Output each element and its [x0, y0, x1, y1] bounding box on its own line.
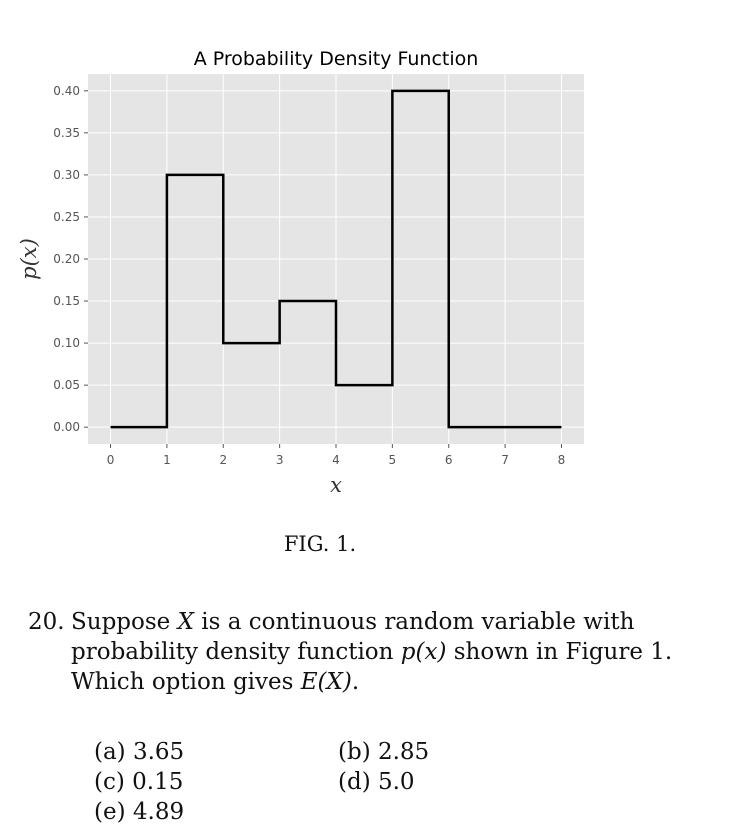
- option-label: (c): [94, 769, 125, 795]
- option-label: (d): [338, 769, 371, 795]
- x-tick-label: 1: [163, 453, 171, 467]
- y-tick-label: 0.15: [53, 294, 80, 309]
- y-axis-ticks: [53, 84, 88, 434]
- y-tick-label: 0.30: [53, 167, 80, 182]
- x-tick-label: 0: [106, 453, 115, 467]
- option-label: (e): [94, 799, 126, 825]
- question-block: [28, 607, 678, 697]
- option-value: 0.15: [132, 769, 184, 795]
- x-tick-label: 5: [388, 453, 397, 467]
- option-e[interactable]: [94, 799, 184, 825]
- question-line-1: [71, 607, 678, 637]
- option-label: (b): [338, 739, 371, 765]
- x-tick-label: 6: [444, 453, 453, 467]
- option-label: (a): [94, 739, 126, 765]
- y-tick-label: 0.10: [53, 336, 80, 351]
- question-text-part: Which option gives: [71, 669, 301, 695]
- question-text-part: is a continuous random variable with: [193, 609, 635, 635]
- question-text-part: shown in Figure 1.: [446, 639, 673, 665]
- y-tick-label: 0.25: [53, 209, 80, 224]
- option-value: 2.85: [377, 739, 430, 765]
- option-c[interactable]: [94, 769, 183, 795]
- x-tick-label: 4: [332, 453, 340, 467]
- question-text-part: probability density function: [71, 639, 401, 665]
- chart-title: A Probability Density Function: [193, 48, 479, 70]
- option-value: 4.89: [132, 799, 185, 825]
- x-axis-label: x: [330, 473, 342, 497]
- y-axis-label: p(x): [17, 238, 41, 280]
- question-number: 20.: [28, 609, 65, 635]
- y-tick-label: 0.20: [53, 252, 80, 266]
- y-tick-label: 0.00: [53, 420, 80, 435]
- option-a[interactable]: [94, 739, 184, 765]
- x-tick-label: 7: [501, 453, 509, 467]
- x-tick-label: 3: [275, 453, 284, 467]
- option-value: 5.0: [377, 769, 415, 795]
- question-line-3: [71, 667, 678, 697]
- question-math: E(X): [300, 669, 352, 695]
- option-value: 3.65: [132, 739, 185, 765]
- y-tick-label: 0.35: [53, 125, 80, 140]
- x-tick-label: 8: [557, 453, 566, 467]
- question-math: p(x): [400, 639, 447, 665]
- option-b[interactable]: [338, 739, 429, 765]
- figure-caption: FIG. 1.: [283, 532, 357, 556]
- x-axis-ticks: [107, 444, 566, 467]
- option-d[interactable]: [338, 769, 415, 795]
- question-text: [71, 607, 678, 697]
- question-line-2: [71, 637, 678, 667]
- question-variable: X: [177, 609, 194, 635]
- x-tick-label: 2: [219, 453, 228, 467]
- question-text-part: .: [351, 669, 360, 695]
- y-tick-label: 0.05: [53, 378, 80, 393]
- question-text-part: Suppose: [71, 609, 178, 635]
- y-tick-label: 0.40: [53, 83, 80, 98]
